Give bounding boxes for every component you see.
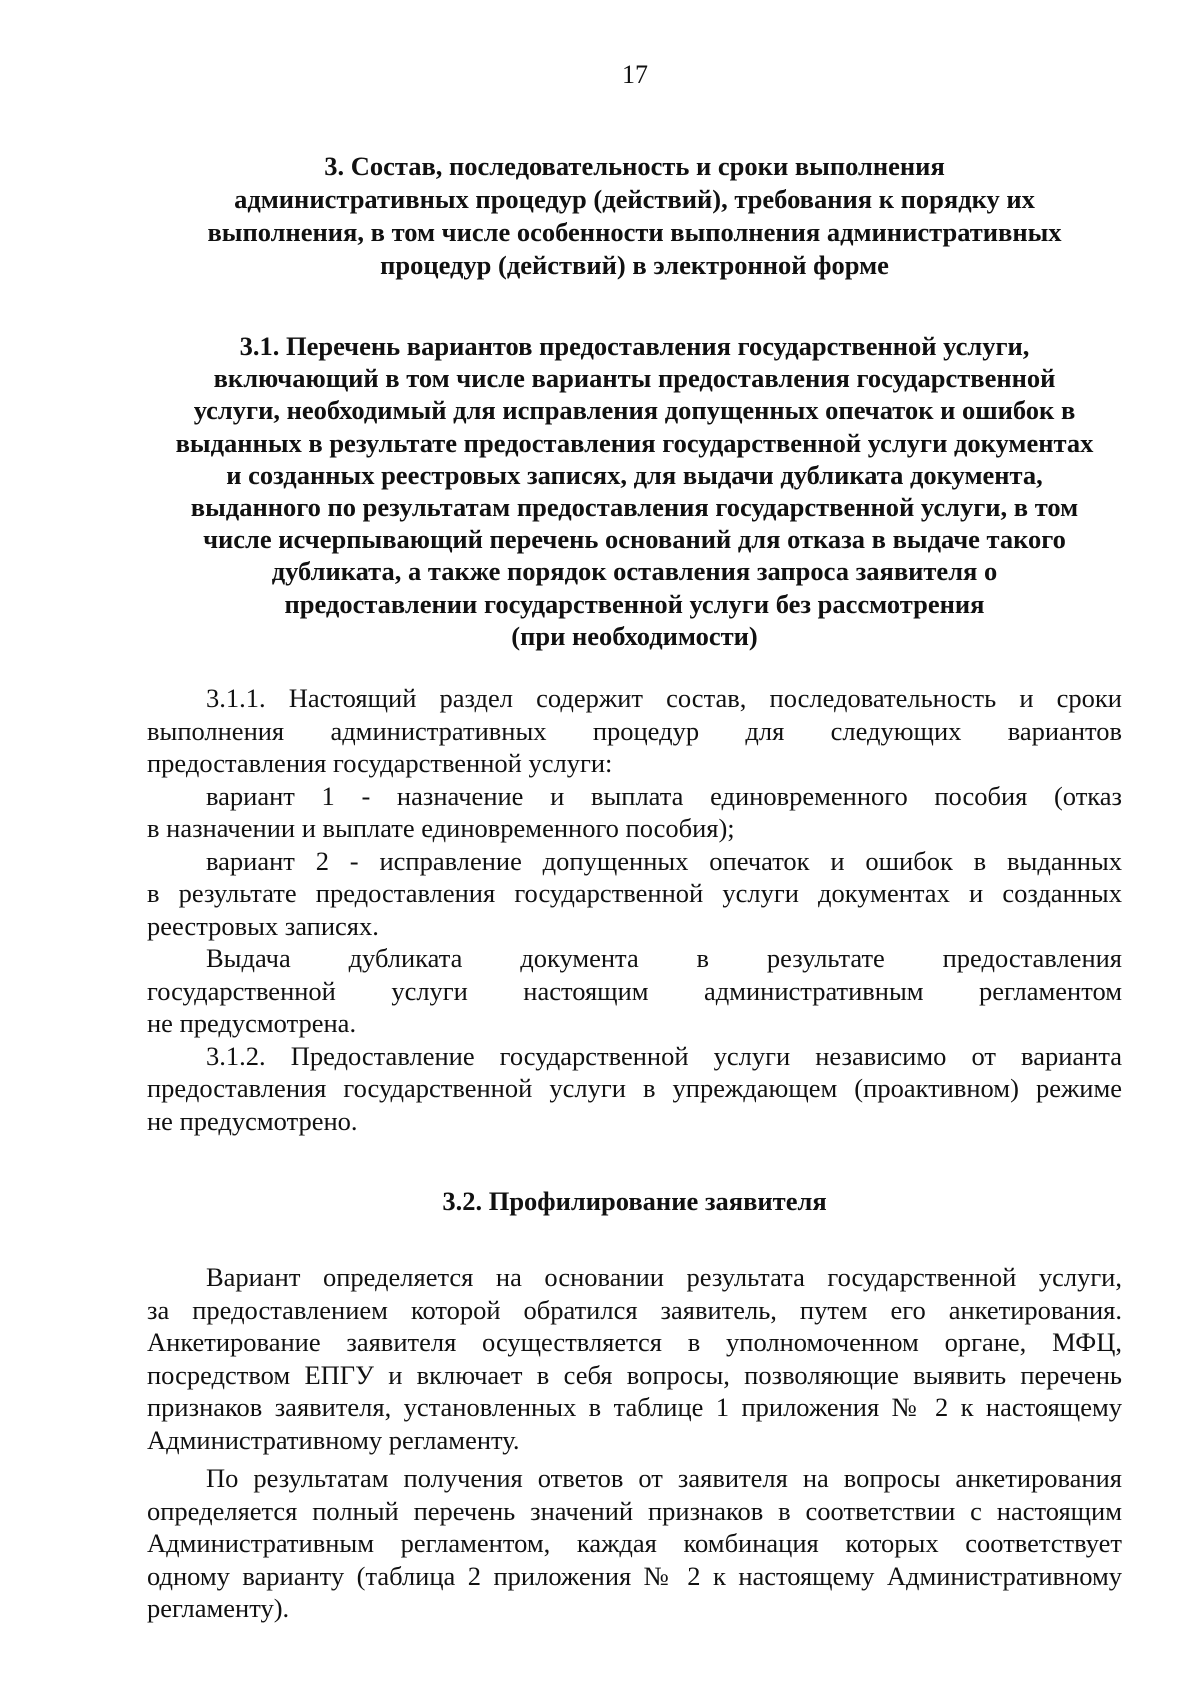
text-line: регламенту). <box>147 1593 290 1624</box>
text-line: в назначении и выплате единовременного пособия); <box>147 813 735 844</box>
text-line: не предусмотрено. <box>147 1105 358 1136</box>
text-line: за предоставлением которой обратился заявитель, путем его анкетирования. <box>147 1294 1122 1325</box>
heading-line: дубликата, а также порядок оставления запроса заявителя о <box>271 556 998 587</box>
text-line: признаков заявителя, установленных в таблице 1 приложения № 2 к настоящему <box>147 1392 1122 1423</box>
text-line: определяется полный перечень значений признаков в соответствии с настоящим <box>147 1495 1122 1526</box>
paragraph-3-1-2 <box>147 1040 1122 1138</box>
heading-line: выполнения, в том числе особенности выполнения административных <box>207 217 1062 247</box>
text-line: Выдача дубликата документа в результате предоставления <box>206 943 1122 974</box>
heading-line: услуги, необходимый для исправления допущенных опечаток и ошибок в <box>193 395 1076 426</box>
heading-line: числе исчерпывающий перечень оснований для отказа в выдаче такого <box>203 524 1066 555</box>
paragraph-duplicate <box>147 942 1122 1040</box>
paragraph-variant-1 <box>147 780 1122 845</box>
text-line: в результате предоставления государственной услуги документах и созданных <box>147 878 1122 909</box>
paragraph-3-2-1 <box>147 1261 1122 1456</box>
heading-line: выданного по результатам предоставления государственной услуги, в том <box>190 492 1079 523</box>
page-number: 17 <box>622 60 648 89</box>
paragraph-variant-2 <box>147 845 1122 943</box>
text-line: По результатам получения ответов от заявителя на вопросы анкетирования <box>206 1463 1122 1494</box>
text-line: посредством ЕПГУ и включает в себя вопросы, позволяющие выявить перечень <box>147 1359 1122 1390</box>
text-line: не предусмотрена. <box>147 1008 357 1039</box>
section-3-1-heading <box>147 330 1122 652</box>
text-line: выполнения административных процедур для следующих вариантов <box>147 715 1122 746</box>
heading-line: (при необходимости) <box>511 620 758 651</box>
text-line: вариант 1 - назначение и выплата единовременного пособия (отказ <box>206 780 1122 811</box>
heading-line: и созданных реестровых записях, для выдачи дубликата документа, <box>226 459 1043 490</box>
document-body <box>147 150 1122 1625</box>
heading-line: 3. Состав, последовательность и сроки выполнения <box>324 151 945 181</box>
text-line: предоставления государственной услуги: <box>147 748 613 779</box>
text-line: реестровых записях. <box>147 910 379 941</box>
heading-line: процедур (действий) в электронной форме <box>380 250 889 280</box>
heading-line: административных процедур (действий), требования к порядку их <box>234 184 1035 214</box>
text-line: 3.1.1. Настоящий раздел содержит состав, последовательность и сроки <box>206 683 1122 714</box>
paragraph-3-2-2 <box>147 1462 1122 1625</box>
heading-line: 3.1. Перечень вариантов предоставления государственной услуги, <box>239 331 1030 361</box>
section-3-2-heading: 3.2. Профилирование заявителя <box>442 1186 827 1217</box>
text-line: Анкетирование заявителя осуществляется в уполномоченном органе, МФЦ, <box>147 1327 1122 1358</box>
text-line: 3.1.2. Предоставление государственной услуги независимо от варианта <box>206 1040 1122 1071</box>
text-line: Вариант определяется на основании результата государственной услуги, <box>206 1262 1122 1293</box>
paragraph-3-1-1 <box>147 682 1122 780</box>
heading-line: предоставлении государственной услуги без рассмотрения <box>284 588 985 619</box>
text-line: государственной услуги настоящим административным регламентом <box>147 975 1122 1006</box>
section-3-heading <box>147 150 1122 282</box>
heading-line: выданных в результате предоставления государственной услуги документах <box>175 427 1094 458</box>
text-line: одному варианту (таблица 2 приложения № 2 к настоящему Административному <box>147 1560 1122 1591</box>
text-line: Административным регламентом, каждая комбинация которых соответствует <box>147 1528 1122 1559</box>
text-line: Административному регламенту. <box>147 1424 520 1455</box>
text-line: вариант 2 - исправление допущенных опечаток и ошибок в выданных <box>206 845 1122 876</box>
text-line: предоставления государственной услуги в упреждающем (проактивном) режиме <box>147 1073 1122 1104</box>
heading-line: включающий в том числе варианты предоставления государственной <box>213 363 1056 394</box>
